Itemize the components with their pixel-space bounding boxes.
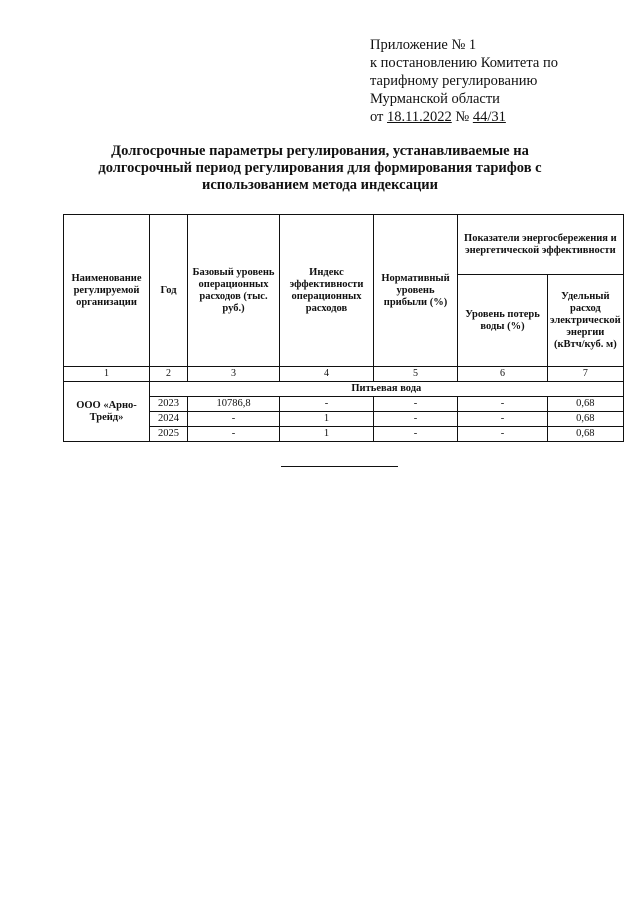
column-number: 1 (64, 367, 150, 382)
cell-base: - (188, 412, 280, 427)
appendix-line: тарифному регулированию (370, 73, 538, 89)
parameters-table (63, 214, 624, 442)
appendix-line: Мурманской области (370, 91, 500, 107)
column-number: 6 (458, 367, 548, 382)
cell-profit: - (374, 427, 458, 442)
date-prefix: от (370, 109, 388, 125)
column-number: 5 (374, 367, 458, 382)
cell-loss: - (458, 427, 548, 442)
header-index: Индекс эффективности операционных расходов (280, 215, 374, 367)
cell-base: - (188, 427, 280, 442)
number-prefix: № (451, 109, 473, 125)
document-title (60, 143, 580, 194)
decree-date: 18.11.2022 (387, 109, 452, 125)
cell-index: - (280, 397, 374, 412)
column-number: 2 (150, 367, 188, 382)
title-line: долгосрочный период регулирования для формирования тарифов с (98, 160, 542, 176)
header-loss: Уровень потерь воды (%) (458, 275, 548, 367)
cell-profit: - (374, 412, 458, 427)
cell-loss: - (458, 412, 548, 427)
organization-name: ООО «Арно-Трейд» (64, 382, 150, 442)
header-energy-group: Показатели энергосбережения и энергетической эффективности (458, 215, 624, 275)
appendix-title: Приложение № 1 (370, 37, 477, 53)
cell-year: 2023 (150, 397, 188, 412)
appendix-line: к постановлению Комитета по (370, 55, 558, 71)
cell-specific: 0,68 (548, 427, 624, 442)
cell-specific: 0,68 (548, 412, 624, 427)
header-specific: Удельный расход электрической энергии (кВтч/куб. м) (548, 275, 624, 367)
column-number: 4 (280, 367, 374, 382)
title-line: Долгосрочные параметры регулирования, устанавливаемые на (111, 143, 529, 159)
cell-specific: 0,68 (548, 397, 624, 412)
cell-profit: - (374, 397, 458, 412)
cell-index: 1 (280, 427, 374, 442)
appendix-date-line (370, 108, 630, 126)
column-number: 7 (548, 367, 624, 382)
cell-year: 2025 (150, 427, 188, 442)
appendix-block (370, 36, 630, 126)
cell-index: 1 (280, 412, 374, 427)
column-numbers-row (64, 367, 624, 382)
header-base: Базовый уровень операционных расходов (тыс. руб.) (188, 215, 280, 367)
title-line: использованием метода индексации (201, 177, 439, 193)
section-drinking-water: Питьевая вода (150, 382, 624, 397)
cell-base: 10786,8 (188, 397, 280, 412)
cell-year: 2024 (150, 412, 188, 427)
header-org: Наименование регулируемой организации (64, 215, 150, 367)
decree-number: 44/31 (472, 109, 506, 125)
header-year: Год (150, 215, 188, 367)
column-number: 3 (188, 367, 280, 382)
closing-line (281, 466, 398, 467)
header-profit: Нормативный уровень прибыли (%) (374, 215, 458, 367)
cell-loss: - (458, 397, 548, 412)
